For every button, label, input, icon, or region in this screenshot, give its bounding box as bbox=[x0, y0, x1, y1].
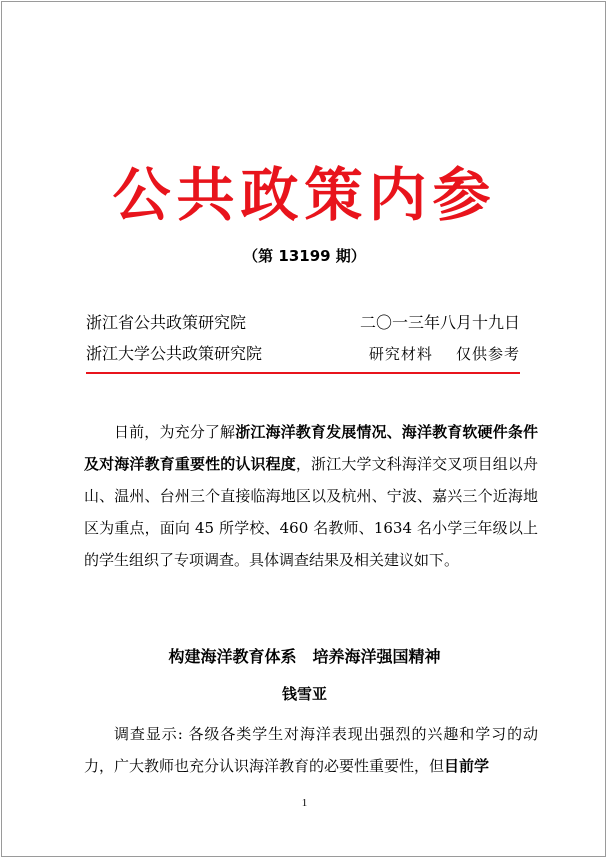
body-paragraph bbox=[84, 718, 538, 782]
author-name: 钱雪亚 bbox=[281, 685, 327, 703]
intro-emphasis: 浙江海洋教育发展情况、海洋教育软硬件条件及对海洋教育重要性的认识程度 bbox=[84, 423, 538, 473]
masthead-title: 公共政策内参 bbox=[112, 161, 497, 229]
intro-paragraph bbox=[84, 416, 538, 576]
section-title: 构建海洋教育体系 培养海洋强国精神 bbox=[168, 647, 441, 666]
issuer-name-provincial: 浙江省公共政策研究院 bbox=[86, 313, 247, 332]
intro-text-2: ，浙江大学文科海洋交叉项目组以舟山、温州、台州三个直接临海地区以及杭州、宁波、嘉兴三个近海地区为重点，面向 45 所学校、460 名教师、1634 名小学三年级以上的学生组织了专项调查。具体调查结果及相关建议如下。 bbox=[84, 455, 538, 569]
issuer-row-2 bbox=[86, 341, 520, 367]
issue-number: （第 13199 期） bbox=[243, 247, 366, 265]
body-text-1: 调查显示: 各级各类学生对海洋表现出强烈的兴趣和学习的动力，广大教师也充分认识海洋教育的必要性重要性，但 bbox=[84, 725, 538, 775]
distribution-note: 研究材料 仅供参考 bbox=[368, 345, 520, 363]
issuer-name-university: 浙江大学公共政策研究院 bbox=[86, 344, 263, 363]
intro-text-1: 日前，为充分了解 bbox=[114, 423, 236, 441]
page-number: 1 bbox=[301, 797, 308, 809]
issue-date: 二〇一三年八月十九日 bbox=[359, 313, 520, 332]
red-divider-line bbox=[86, 372, 520, 374]
body-emphasis: 目前学 bbox=[444, 757, 490, 775]
issuer-row-1 bbox=[86, 310, 520, 336]
